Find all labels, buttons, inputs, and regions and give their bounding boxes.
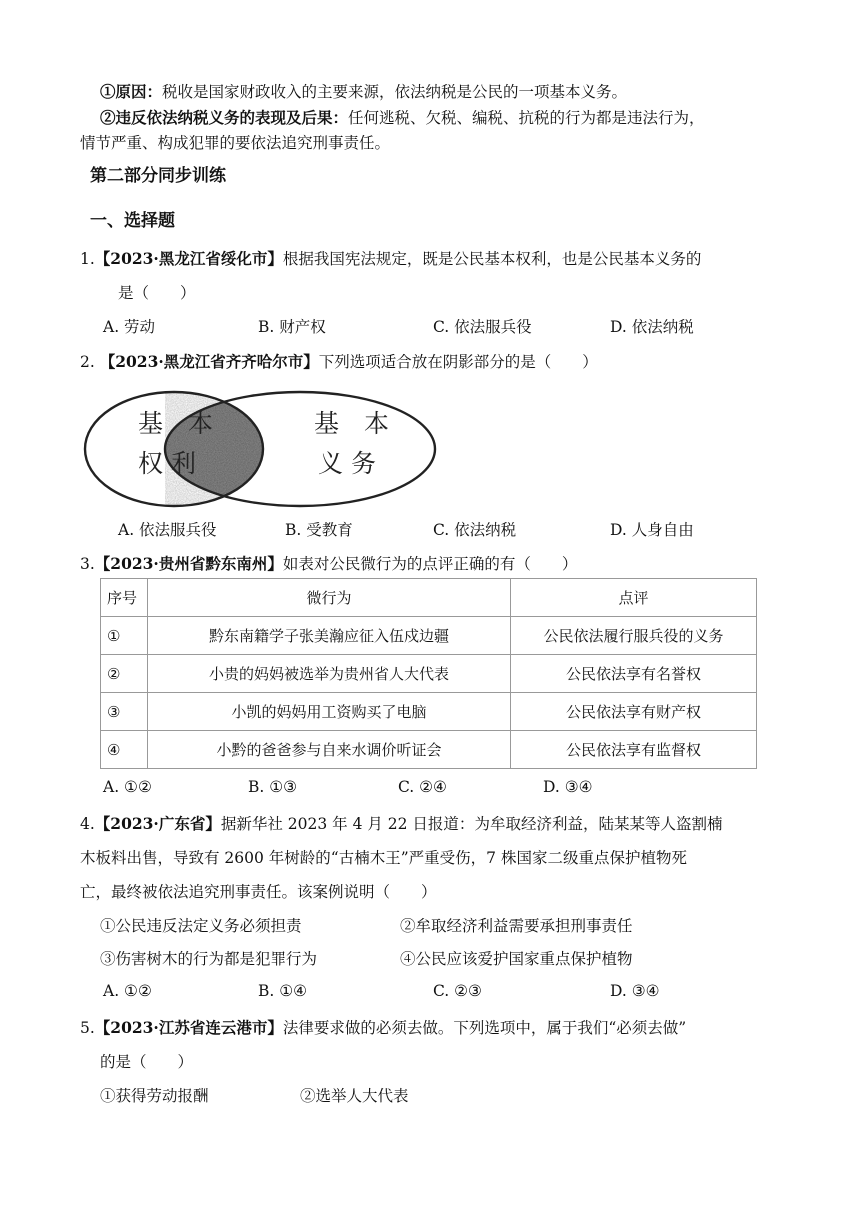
q2-source: 【2023·黑龙江省齐齐哈尔市】 (99, 352, 319, 371)
violation-text-2: 情节严重、构成犯罪的要依法追究刑事责任。 (80, 134, 391, 152)
table-cell-comment: 公民依法享有监督权 (511, 731, 757, 769)
venn-diagram (82, 388, 438, 510)
q1-option-a[interactable]: A. 劳动 (103, 318, 156, 336)
q1-option-c[interactable]: C. 依法服兵役 (433, 318, 532, 336)
q5-source: 【2023·江苏省连云港市】 (94, 1018, 283, 1037)
question-3 (80, 552, 577, 574)
question-5 (80, 1016, 686, 1038)
section-title: 第二部分同步训练 (90, 166, 226, 186)
question-2 (80, 350, 598, 372)
table-header-comment: 点评 (511, 579, 757, 617)
q3-option-d[interactable]: D. ③④ (543, 778, 593, 796)
table-cell-behavior: 黔东南籍学子张美瀚应征入伍戍边疆 (148, 617, 511, 655)
q3-text: 如表对公民微行为的点评正确的有（ ） (282, 555, 578, 573)
q1-number: 1. (80, 250, 95, 268)
q2-text: 下列选项适合放在阴影部分的是（ ） (318, 353, 598, 371)
q4-option-b[interactable]: B. ①④ (258, 982, 308, 1000)
q2-option-c[interactable]: C. 依法纳税 (433, 521, 517, 539)
table-cell-behavior: 小凯的妈妈用工资购买了电脑 (148, 693, 511, 731)
table-cell-comment: 公民依法履行服兵役的义务 (511, 617, 757, 655)
q4-option-a[interactable]: A. ①② (103, 982, 152, 1000)
table-row (101, 617, 757, 655)
subsection-title: 一、选择题 (90, 211, 175, 231)
q1-source: 【2023·黑龙江省绥化市】 (94, 249, 283, 268)
q1-option-d[interactable]: D. 依法纳税 (610, 318, 694, 336)
table-row (101, 655, 757, 693)
venn-left-label-1: 基 本 (138, 409, 214, 438)
q4-statement-3: ③伤害树木的行为都是犯罪行为 (100, 950, 318, 968)
table-cell-num: ④ (101, 731, 148, 769)
q1-option-b[interactable]: B. 财产权 (258, 318, 326, 336)
intro-cause (100, 80, 627, 102)
table-cell-num: ① (101, 617, 148, 655)
q5-number: 5. (80, 1019, 95, 1037)
q2-option-d[interactable]: D. 人身自由 (610, 521, 694, 539)
q4-text-2: 木板料出售，导致有 2600 年树龄的“古楠木王”严重受伤，7 株国家二级重点保护植物死 (80, 849, 687, 867)
q1-text-2: 是（ ） (118, 284, 196, 302)
q5-statement-1: ①获得劳动报酬 (100, 1087, 209, 1105)
table-row (101, 731, 757, 769)
q4-source: 【2023·广东省】 (94, 814, 221, 833)
table-header-row (101, 579, 757, 617)
cause-text: 税收是国家财政收入的主要来源，依法纳税是公民的一项基本义务。 (162, 83, 628, 101)
q5-statement-2: ②选举人大代表 (300, 1087, 409, 1105)
q4-text-1: 据新华社 2023 年 4 月 22 日报道：为牟取经济利益，陆某某等人盗割楠 (220, 815, 723, 833)
q4-statement-4: ④公民应该爱护国家重点保护植物 (400, 950, 633, 968)
q4-text-3: 亡，最终被依法追究刑事责任。该案例说明（ ） (80, 883, 437, 901)
q4-statement-2: ②牟取经济利益需要承担刑事责任 (400, 917, 633, 935)
q4-statement-1: ①公民违反法定义务必须担责 (100, 917, 302, 935)
table-cell-comment: 公民依法享有财产权 (511, 693, 757, 731)
question-4 (80, 812, 722, 834)
venn-right-label-2: 义 务 (318, 449, 376, 478)
q3-option-c[interactable]: C. ②④ (398, 778, 447, 796)
question-1 (80, 247, 701, 269)
q3-number: 3. (80, 555, 95, 573)
q4-option-c[interactable]: C. ②③ (433, 982, 482, 1000)
q4-option-d[interactable]: D. ③④ (610, 982, 660, 1000)
q5-text-2: 的是（ ） (100, 1053, 194, 1071)
violation-label: ②违反依法纳税义务的表现及后果： (100, 108, 349, 127)
cause-label: ①原因： (100, 82, 163, 101)
venn-right-label-1: 基 本 (314, 409, 390, 438)
table-header-behavior: 微行为 (148, 579, 511, 617)
q1-text-1: 根据我国宪法规定，既是公民基本权利，也是公民基本义务的 (282, 250, 702, 268)
table-cell-behavior: 小贵的妈妈被选举为贵州省人大代表 (148, 655, 511, 693)
table-cell-num: ② (101, 655, 148, 693)
q2-option-b[interactable]: B. 受教育 (285, 521, 353, 539)
q3-source: 【2023·贵州省黔东南州】 (94, 554, 283, 573)
q3-option-a[interactable]: A. ①② (103, 778, 152, 796)
q3-table (100, 578, 757, 769)
table-row (101, 693, 757, 731)
violation-text-1: 任何逃税、欠税、编税、抗税的行为都是违法行为， (348, 109, 705, 127)
venn-left-label-2: 权 利 (138, 449, 196, 478)
q5-text-1: 法律要求做的必须去做。下列选项中，属于我们“必须去做” (282, 1019, 687, 1037)
table-cell-comment: 公民依法享有名誉权 (511, 655, 757, 693)
q4-number: 4. (80, 815, 95, 833)
q2-number: 2. (80, 353, 95, 371)
intro-violation (100, 106, 705, 128)
table-cell-behavior: 小黔的爸爸参与自来水调价听证会 (148, 731, 511, 769)
table-cell-num: ③ (101, 693, 148, 731)
q2-option-a[interactable]: A. 依法服兵役 (118, 521, 217, 539)
table-header-num: 序号 (101, 579, 148, 617)
q3-option-b[interactable]: B. ①③ (248, 778, 298, 796)
